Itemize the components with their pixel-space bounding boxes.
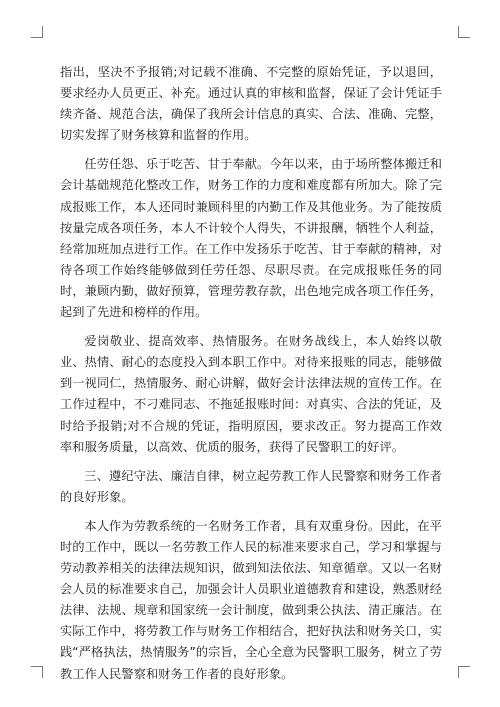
- document-body: [60, 62, 442, 693]
- page-corner-mark-top-left: [31, 26, 43, 38]
- paragraph-2: 任劳任怨、乐于吃苦、甘于奉献。今年以来，由于场所整体搬迁和会计基础规范化整改工作，财务工作的力度和难度都有所加大。除了完成报账工作，本人还同时兼顾科里的内勤工作及其他业务。为了能按质按量完成各项任务，本人不计较个人得失，不讲报酬，牺牲个人利益，经常加班加点进行工作。在工作中发扬乐于吃苦、甘于奉献的精神，对待各项工作始终能够做到任劳任怨、尽职尽责。在完成报账任务的同时，兼顾内勤，做好预算，管理劳教存款，出色地完成各项工作任务，起到了先进和榜样的作用。: [60, 157, 442, 320]
- page-corner-mark-bottom-left: [31, 666, 43, 678]
- paragraph-5: 本人作为劳教系统的一名财务工作者，具有双重身份。因此，在平时的工作中，既以一名劳教工作人民的标准来要求自己，学习和掌握与劳动教养相关的法律法规知识，做到知法依法、知章循章。又以一名财会人员的标准要求自己，加强会计人员职业道德教育和建设，熟悉财经法律、法规、规章和国家统一会计制度，做到秉公执法、清正廉洁。在实际工作中，将劳教工作与财务工作相结合，把好执法和财务关口，实践“严格执法，热情服务”的宗旨，全心全意为民警职工服务，树立了劳教工作人民警察和财务工作者的良好形象。: [60, 518, 442, 681]
- page-corner-mark-top-right: [458, 26, 470, 38]
- page-corner-mark-bottom-right: [458, 666, 470, 678]
- paragraph-3: 爱岗敬业、提高效率、热情服务。在财务战线上，本人始终以敬业、热情、耐心的态度投入到本职工作中。对待来报账的同志，能够做到一视同仁，热情服务、耐心讲解，做好会计法律法规的宣传工作。在工作过程中，不刁难同志、不拖延报账时间：对真实、合法的凭证，及时给予报销;对不合规的凭证，指明原因，要求改正。努力提高工作效率和服务质量，以高效、优质的服务，获得了民警职工的好评。: [60, 334, 442, 454]
- section-heading-3: 三、遵纪守法、廉洁自律，树立起劳教工作人民警察和财务工作者的良好形象。: [60, 468, 442, 504]
- paragraph-1: 指出，坚决不予报销;对记载不准确、不完整的原始凭证，予以退回，要求经办人员更正、补充。通过认真的审核和监督，保证了会计凭证手续齐备、规范合法，确保了我所会计信息的真实、合法、准确、完整，切实发挥了财务核算和监督的作用。: [60, 65, 442, 143]
